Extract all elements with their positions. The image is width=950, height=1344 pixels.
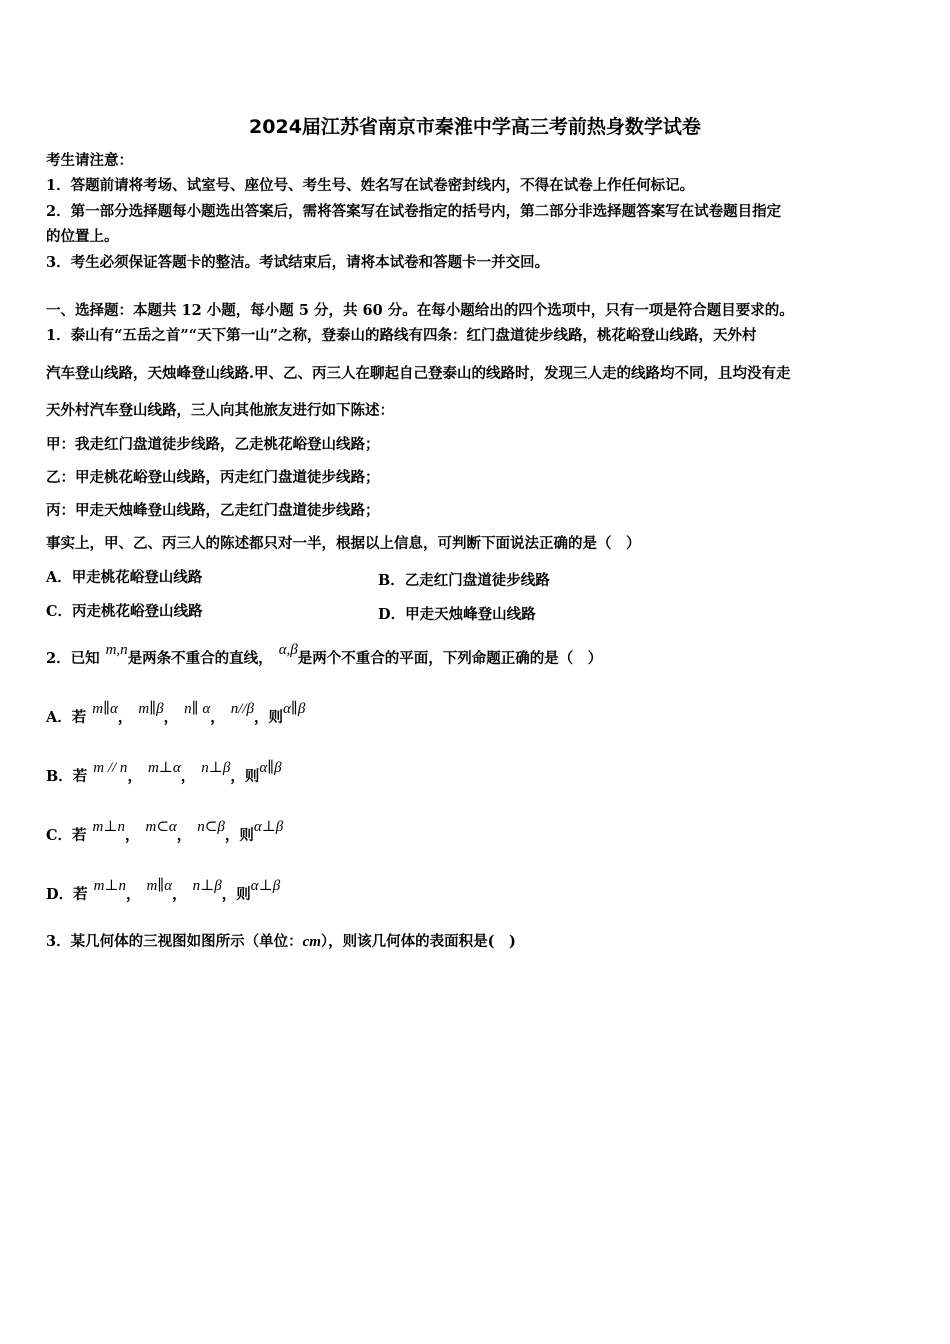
q2-option-c-then: 则	[239, 827, 254, 844]
q1-option-c: C．丙走桃花峪登山线路	[46, 603, 203, 620]
q2-mid: 是两条不重合的直线，	[127, 650, 273, 667]
q2-option-c-cond-3: n⊂β	[197, 819, 225, 835]
comma: ，	[125, 827, 140, 844]
comma: ，	[117, 709, 133, 726]
q2-option-d-cond-3: n⊥β	[192, 878, 222, 894]
q1-statement-jia: 甲：我走红门盘道徒步线路，乙走桃花峪登山线路；	[46, 436, 380, 453]
comma: ，	[163, 709, 179, 726]
notice-item-2-cont: 的位置上。	[46, 228, 119, 245]
q3-prefix: 3．某几何体的三视图如图所示（单位：	[46, 933, 303, 950]
comma: ，	[127, 768, 142, 785]
comma: ，	[172, 886, 187, 903]
notice-item-1: 1．答题前请将考场、试室号、座位号、考生号、姓名写在试卷密封线内，不得在试卷上作任何标记。	[46, 177, 695, 194]
q2-option-c-cond-2: m⊂α	[145, 819, 177, 835]
q2-option-b-result: α∥β	[259, 760, 282, 776]
q2-option-a-label: A．若	[46, 709, 87, 726]
q2-stem	[46, 642, 603, 668]
exam-title: 2024届江苏省南京市秦淮中学高三考前热身数学试卷	[249, 116, 701, 138]
q1-option-d: D．甲走天烛峰登山线路	[378, 606, 536, 623]
q1-statement-bing: 丙：甲走天烛峰登山线路，乙走红门盘道徒步线路；	[46, 502, 380, 519]
notice-heading: 考生请注意：	[46, 152, 133, 169]
comma: ，	[180, 768, 196, 785]
q2-option-c-label: C．若	[46, 827, 87, 844]
q2-option-b	[46, 760, 282, 786]
q2-option-b-cond-3: n⊥β	[201, 760, 231, 776]
q2-option-b-cond-1: m // n	[93, 760, 128, 776]
comma: ，	[224, 827, 240, 844]
section-heading: 一、选择题：本题共 12 小题，每小题 5 分，共 60 分。在每小题给出的四个选项中，只有一项是符合题目要求的。	[46, 302, 794, 319]
q2-option-c-result: α⊥β	[253, 819, 284, 835]
q2-option-a-cond-4: n//β	[230, 701, 255, 717]
q1-option-a: A．甲走桃花峪登山线路	[46, 569, 203, 586]
comma: ，	[221, 886, 237, 903]
q3-unit: cm	[302, 934, 321, 950]
notice-item-3: 3．考生必须保证答题卡的整洁。考试结束后，请将本试卷和答题卡一并交回。	[46, 254, 550, 271]
q1-line-3: 天外村汽车登山线路，三人向其他旅友进行如下陈述：	[46, 402, 394, 419]
q2-option-a-cond-1: m∥α	[92, 701, 118, 717]
q1-line-1: 1．泰山有“五岳之首”“天下第一山”之称，登泰山的路线有四条：红门盘道徒步线路，桃花峪登山线路，天外村	[46, 327, 757, 344]
q2-option-a-then: 则	[268, 709, 284, 726]
q2-option-b-then: 则	[244, 768, 260, 785]
q2-prefix: 2．已知	[46, 650, 100, 667]
q3-stem	[46, 933, 516, 951]
comma: ，	[176, 827, 192, 844]
q2-option-d-result: α⊥β	[250, 878, 281, 894]
comma: ，	[210, 709, 225, 726]
q2-suffix: 是两个不重合的平面，下列命题正确的是（ ）	[297, 650, 603, 667]
q1-question: 事实上，甲、乙、丙三人的陈述都只对一半，根据以上信息，可判断下面说法正确的是（ ）	[46, 535, 641, 552]
comma: ，	[230, 768, 245, 785]
q2-option-b-label: B．若	[46, 768, 88, 785]
q2-option-d	[46, 878, 281, 904]
notice-item-2: 2．第一部分选择题每小题选出答案后，需将答案写在试卷指定的括号内，第二部分非选择题答案写在试卷题目指定	[46, 203, 782, 220]
comma: ，	[254, 709, 269, 726]
q2-option-b-cond-2: m⊥α	[147, 760, 181, 776]
q2-option-c	[46, 819, 284, 845]
q2-option-a-result: α∥β	[283, 701, 306, 717]
q2-option-a-cond-3: n∥ α	[184, 701, 211, 717]
q2-option-a	[46, 701, 306, 727]
q2-option-d-label: D．若	[46, 886, 88, 903]
q2-option-d-then: 则	[236, 886, 251, 903]
q1-option-b: B．乙走红门盘道徒步线路	[378, 572, 550, 589]
q3-suffix: ），则该几何体的表面积是( )	[320, 933, 516, 950]
comma: ，	[126, 886, 141, 903]
q2-math-planes: α,β	[278, 642, 298, 658]
q1-line-2: 汽车登山线路，天烛峰登山线路.甲、乙、丙三人在聊起自己登泰山的线路时，发现三人走的线路均不同，且均没有走	[46, 365, 791, 382]
q2-math-lines: m,n	[105, 642, 128, 658]
q2-option-c-cond-1: m⊥n	[92, 819, 125, 835]
q2-option-d-cond-1: m⊥n	[93, 878, 127, 894]
q2-option-d-cond-2: m∥α	[146, 878, 173, 894]
q1-statement-yi: 乙：甲走桃花峪登山线路，丙走红门盘道徒步线路；	[46, 469, 380, 486]
q2-option-a-cond-2: m∥β	[138, 701, 164, 717]
